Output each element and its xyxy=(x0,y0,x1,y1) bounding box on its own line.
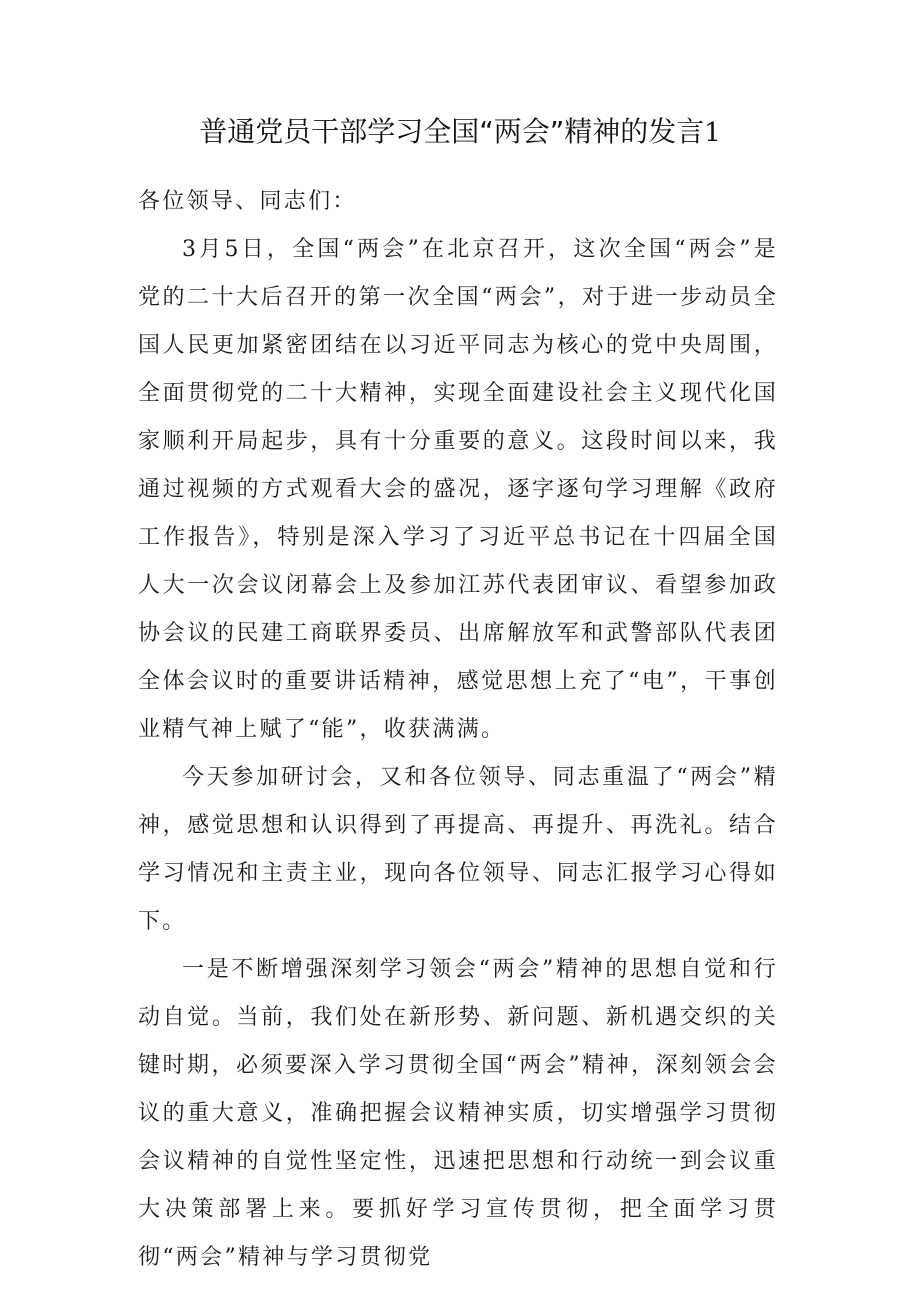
title-number: 1 xyxy=(704,118,721,148)
paragraph-3: 一是不断增强深刻学习领会“两会”精神的思想自觉和行动自觉。当前，我们处在新形势、新问题、新机遇交织的关键时期，必须要深入学习贯彻全国“两会”精神，深刻领会会议的重大意义，准确把握会议精神实质，切实增强学习贯彻会议精神的自觉性坚定性，迅速把思想和行动统一到会议重大决策部署上来。要抓好学习宣传贯彻，把全面学习贯彻“两会”精神与学习贯彻党 xyxy=(138,957,778,1270)
greeting: 各位领导、同志们： xyxy=(138,189,357,214)
paragraph-1: 3月5日，全国“两会”在北京召开，这次全国“两会”是党的二十大后召开的第一次全国“两会”，对于进一步动员全国人民更加紧密团结在以习近平同志为核心的党中央周围，全面贯彻党的二十大精神，实现全面建设社会主义现代化国家顺利开局起步，具有十分重要的意义。这段时间以来，我通过视频的方式观看大会的盛况，逐字逐句学习理解《政府工作报告》，特别是深入学习了习近平总书记在十四届全国人大一次会议闭幕会上及参加江苏代表团审议、看望参加政协会议的民建工商联界委员、出席解放军和武警部队代表团全体会议时的重要讲话精神，感觉思想上充了“电”，干事创业精气神上赋了“能”，收获满满。 xyxy=(138,237,778,742)
document-body xyxy=(138,178,778,1282)
paragraph-2: 今天参加研讨会，又和各位领导、同志重温了“两会”精神，感觉思想和认识得到了再提高、再提升、再洗礼。结合学习情况和主责主业，现向各位领导、同志汇报学习心得如下。 xyxy=(138,765,778,934)
title-text: 普通党员干部学习全国“两会”精神的发言 xyxy=(199,115,705,148)
document-title xyxy=(140,110,780,155)
